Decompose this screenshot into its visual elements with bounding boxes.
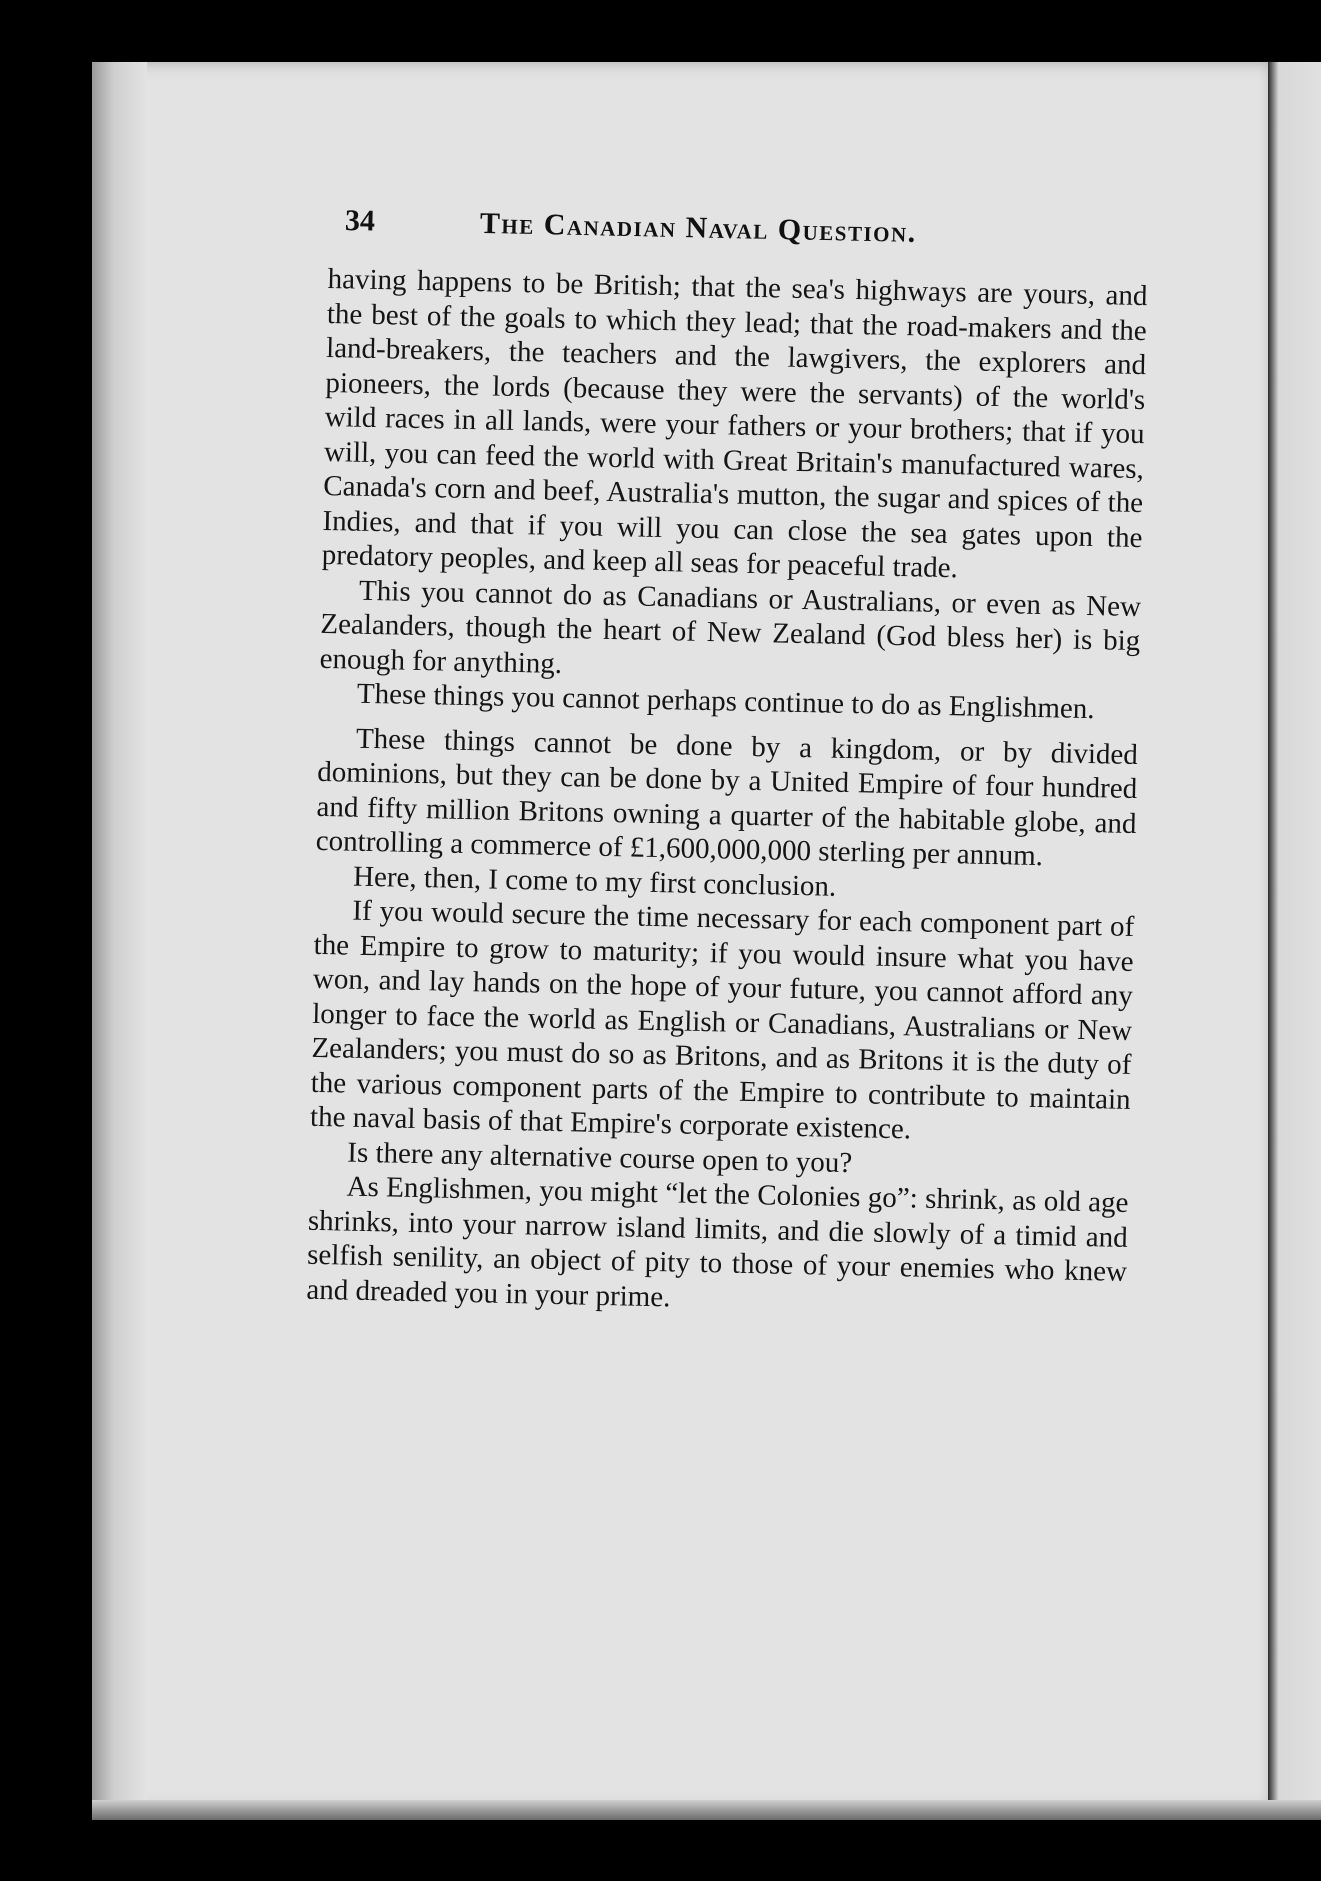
paragraph: If you would secure the time necessary for each component part of the Empire to grow to maturity; if you would insure what you have won, and lay hands on the hope of your future, you cannot afford any longer to face the world as English or Canadians, Australians or New Zealanders; you must do so as Britons, and as Britons it is the duty of the various component parts of the Empire to contribute to maintain the naval basis of that Empire's corporate existence. (309, 894, 1135, 1146)
paragraph: having happens to be British; that the sea's highways are yours, and the best of the goals to which they lead; that the road-makers and the land-breakers, the teachers and the lawgivers, the explorers and pioneers, the lords (because they were the servants) of the world's wild races in all lands, were your fathers or your brothers; that if you will, you can feed the world with Great Britain's manufactured wares, Canada's corn and beef, Australia's mutton, the sugar and spices of the Indies, and that if you will you can close the sea gates upon the predatory peoples, and keep all seas for peaceful trade. (321, 262, 1148, 585)
page-number: 34 (344, 204, 376, 238)
paragraph: Here, then, I come to my first conclusion. (352, 860, 837, 903)
paragraph: As Englishmen, you might “let the Colonies go”: shrink, as old age shrinks, into your narrow island limits, and die slowly of a timid and selfish senility, an object of pity to those of your enemies who knew and dreaded you in your prime. (306, 1170, 1129, 1313)
body-text (306, 262, 1148, 1324)
paragraph: These things you cannot perhaps continue to do as Englishmen. (356, 677, 1095, 726)
paragraph: These things cannot be done by a kingdom, or by divided dominions, but they can be done by a United Empire of four hundred and fifty million Britons owning a quarter of the habitable globe, and controlling a commerce of £1,600,000,000 sterling per annum. (315, 722, 1139, 873)
paragraph: Is there any alternative course open to you? (347, 1136, 853, 1179)
page-bottom-edge (92, 1800, 1321, 1820)
facing-page-edge (1268, 62, 1321, 1810)
paragraph: This you cannot do as Canadians or Australians, or even as New Zealanders, though the heart of New Zealand (God bless her) is big enough for anything. (319, 574, 1142, 680)
running-head: The Canadian Naval Question. (479, 206, 918, 249)
